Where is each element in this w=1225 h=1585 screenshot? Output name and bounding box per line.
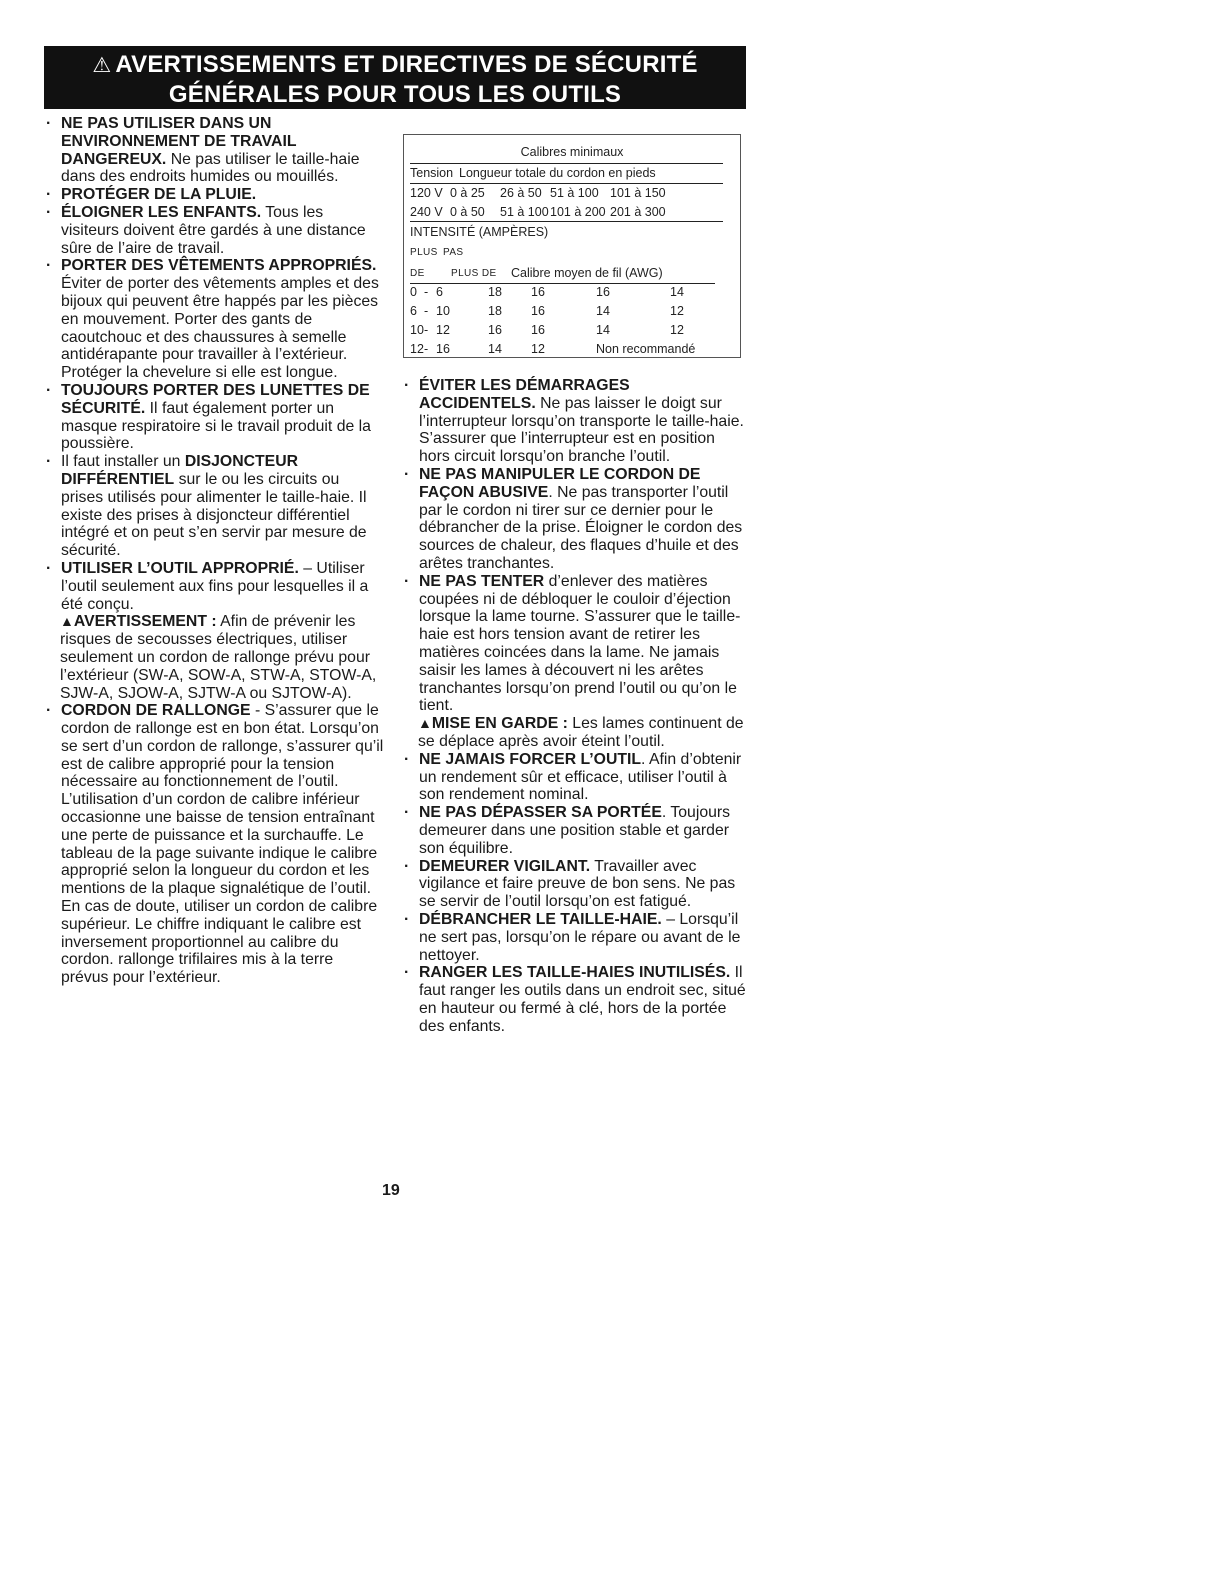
table-rule	[410, 163, 723, 164]
gauge-cell: 16	[531, 285, 545, 299]
item-heading: DISJONCTEUR DIFFÉRENTIEL	[61, 453, 299, 488]
item-text: Il faut ranger les outils dans un endroit sec, situé en hauteur ou fermé à clé, hors de la portée des enfants.	[419, 964, 746, 1035]
item-heading: AVERTISSEMENT :	[73, 613, 217, 631]
bullet-item	[402, 573, 747, 715]
left-column	[44, 115, 384, 987]
de-label: DE	[410, 268, 425, 279]
current-label: INTENSITÉ (AMPÈRES)	[410, 225, 549, 239]
gauge-cell: 12	[410, 342, 424, 356]
gauge-cell: -	[424, 342, 429, 356]
voltage-cell: 240 V	[410, 205, 443, 219]
gauge-cell: 16	[436, 342, 450, 356]
voltage-cell: 0 à 50	[450, 205, 485, 219]
bullet-dot: ·	[404, 910, 410, 928]
bullet-item	[44, 453, 384, 560]
item-text: Ne pas utiliser le taille-haie dans des endroits humides ou mouillés.	[61, 150, 360, 186]
bullet-dot: ·	[404, 964, 410, 982]
gauge-cell: 12	[670, 323, 684, 337]
voltage-cell: 51 à 100	[500, 205, 549, 219]
bullet-item	[44, 702, 384, 987]
item-text: sur le ou les circuits ou prises utilisés pour alimenter le taille-haie. Il existe des prises à disjoncteur différentiel intégré et on peut s’en servir par mesure de sécurité.	[61, 470, 367, 560]
plus-de-label: PLUS DE	[451, 268, 497, 279]
gauge-cell: -	[424, 285, 429, 299]
item-heading: NE JAMAIS FORCER L’OUTIL	[419, 750, 642, 768]
item-heading: MISE EN GARDE :	[431, 715, 568, 733]
bullet-item	[402, 964, 747, 1035]
item-text: d’enlever des matières coupées ni de débloquer le couloir d’éjection lorsque la lame tourne. S’assurer que le taille-haie est hors tension avant de retirer les matières coincées dans la lame. Ne jamais saisir les lames à découvert ni les arêtes tranchantes lorsqu’on prend l’outil ou qu’on le tient.	[419, 572, 741, 715]
bullet-dot: ·	[46, 381, 52, 399]
bullet-item	[44, 560, 384, 613]
gauge-header: Calibre moyen de fil (AWG)	[511, 266, 663, 280]
banner-line-2: GÉNÉRALES POUR TOUS LES OUTILS	[168, 81, 622, 108]
plus-label: PLUS	[410, 247, 438, 258]
voltage-cell: 101 à 150	[610, 186, 666, 200]
gauge-cell: 16	[488, 323, 502, 337]
bullet-dot: ·	[46, 559, 52, 577]
bullet-dot: ·	[46, 453, 52, 471]
gauge-cell: -	[424, 323, 429, 337]
item-heading: DÉBRANCHER LE TAILLE-HAIE.	[419, 910, 662, 928]
gauge-cell: 14	[596, 304, 610, 318]
gauge-cell: 12	[531, 342, 545, 356]
item-heading: UTILISER L’OUTIL APPROPRIÉ.	[61, 559, 299, 577]
item-heading: NE PAS TENTER	[419, 572, 545, 590]
bullet-item	[402, 858, 747, 911]
bullet-dot: ·	[404, 750, 410, 768]
gauge-cell: 16	[531, 323, 545, 337]
item-text: Tous les visiteurs doivent être gardés à une distance sûre de l’aire de travail.	[61, 203, 366, 257]
table-rule	[410, 283, 715, 284]
table-rule	[410, 183, 723, 184]
bullet-dot: ·	[404, 857, 410, 875]
bullet-item	[402, 804, 747, 857]
gauge-cell: 14	[488, 342, 502, 356]
bullet-dot: ·	[46, 115, 52, 132]
table-rule	[410, 221, 723, 222]
header-tension: Tension	[410, 166, 454, 180]
item-text: – Lorsqu’il ne sert pas, lorsqu’on le répare ou avant de le nettoyer.	[419, 910, 741, 964]
header-length: Longueur totale du cordon en pieds	[459, 166, 656, 180]
gauge-cell: 16	[531, 304, 545, 318]
item-heading: CORDON DE RALLONGE	[61, 702, 251, 720]
gauge-cell: -	[424, 304, 429, 318]
right-column	[402, 377, 747, 1035]
bullet-dot: ·	[46, 702, 52, 720]
banner-title-1: AVERTISSEMENTS ET DIRECTIVES DE SÉCURITÉ	[115, 51, 698, 78]
voltage-cell: 201 à 300	[610, 205, 666, 219]
warning-triangle-icon: ⚠	[92, 54, 112, 77]
gauge-cell: 18	[488, 285, 502, 299]
gauge-cell: 14	[670, 285, 684, 299]
item-text: Travailler avec vigilance et faire preuve de bon sens. Ne pas se servir de l’outil lorsqu’on est fatigué.	[419, 857, 736, 911]
bullet-item	[44, 186, 384, 204]
gauge-cell: 12	[436, 323, 450, 337]
bullet-dot: ·	[46, 186, 52, 204]
warning-item	[44, 613, 384, 702]
extension-cord-gauge-table	[403, 134, 741, 358]
warning-banner	[44, 46, 746, 109]
bullet-dot: ·	[46, 203, 52, 221]
item-heading: ÉLOIGNER LES ENFANTS.	[61, 203, 262, 221]
gauge-cell: 12	[670, 304, 684, 318]
bullet-item	[402, 751, 747, 804]
bullet-item	[44, 382, 384, 453]
bullet-dot: ·	[404, 804, 410, 822]
gauge-cell: 6	[410, 304, 417, 318]
item-text: Éviter de porter des vêtements amples et des bijoux qui peuvent être happés par les pièces en mouvement. Porter des gants de caoutchouc et des chaussures à semelle antidérapante pour travailler à l’extérieur. Protéger la chevelure si elle est longue.	[61, 275, 379, 382]
gauge-cell: 0	[410, 285, 417, 299]
item-heading: TOUJOURS PORTER DES LUNETTES DE SÉCURITÉ.	[61, 381, 370, 417]
bullet-item	[44, 115, 384, 186]
item-heading: NE PAS DÉPASSER SA PORTÉE	[419, 804, 662, 822]
item-heading: NE PAS MANIPULER LE CORDON DE FAÇON ABUSIVE	[419, 465, 701, 501]
bullet-item	[402, 377, 747, 466]
item-text: . Ne pas transporter l’outil par le cordon ni tirer sur ce dernier pour le débrancher de la prise. Éloigner le cordon des sources de chaleur, des flaques d’huile et des arêtes tranchantes.	[419, 483, 743, 572]
voltage-cell: 26 à 50	[500, 186, 542, 200]
pas-label: PAS	[443, 247, 464, 258]
voltage-cell: 0 à 25	[450, 186, 485, 200]
voltage-cell: 101 à 200	[550, 205, 606, 219]
bullet-dot: ·	[404, 465, 410, 483]
item-heading: DEMEURER VIGILANT.	[419, 857, 591, 875]
gauge-cell: 14	[596, 323, 610, 337]
banner-line-1	[44, 50, 746, 80]
item-heading: ÉVITER LES DÉMARRAGES ACCIDENTELS.	[419, 377, 630, 412]
item-text: . Afin d’obtenir un rendement sûr et efficace, utiliser l’outil à son rendement nominal.	[419, 750, 742, 804]
item-text: – Utiliser l’outil seulement aux fins pour lesquelles il a été conçu.	[61, 559, 369, 613]
warning-triangle-icon: ▲	[418, 715, 432, 732]
item-heading: RANGER LES TAILLE-HAIES INUTILISÉS.	[419, 964, 731, 982]
item-text: Il faut également porter un masque respiratoire si le travail produit de la poussière.	[61, 399, 371, 453]
voltage-cell: 120 V	[410, 186, 443, 200]
gauge-cell: Non recommandé	[596, 342, 696, 356]
item-heading: PORTER DES VÊTEMENTS APPROPRIÉS.	[61, 257, 377, 275]
bullet-item	[402, 911, 747, 964]
warning-triangle-icon: ▲	[60, 613, 74, 630]
gauge-cell: 6	[436, 285, 443, 299]
table-header-row	[410, 166, 453, 180]
bullet-dot: ·	[46, 257, 52, 275]
item-text: - S’assurer que le cordon de rallonge est en bon état. Lorsqu’on se sert d’un cordon de rallonge, s’assurer qu’il est de calibre approprié pour la tension nécessaire au fonctionnement de l’outil. L’utilisation d’un cordon de calibre inférieur occasionne une baisse de tension entraînant une perte de puissance et la surchauffe. Le tableau de la page suivante indique le calibre approprié selon la longueur du cordon et les mentions de la plaque signalétique de l’outil. En cas de doute, utiliser un cordon de calibre supérieur. Le chiffre indiquant le calibre est inversement proportionnel au calibre du cordon. rallonge trifilaires mis à la terre prévus pour l’extérieur.	[61, 702, 384, 987]
item-text: . Toujours demeurer dans une position stable et garder son équilibre.	[419, 804, 731, 857]
bullet-dot: ·	[404, 572, 410, 590]
gauge-cell: 18	[488, 304, 502, 318]
gauge-cell: 16	[596, 285, 610, 299]
table-title: Calibres minimaux	[520, 145, 624, 159]
item-text: Il faut installer un	[61, 453, 185, 471]
voltage-cell: 51 à 100	[550, 186, 599, 200]
bullet-dot: ·	[404, 377, 410, 394]
warning-item	[402, 715, 747, 751]
gauge-cell: 10	[436, 304, 450, 318]
item-heading: NE PAS UTILISER DANS UN ENVIRONNEMENT DE TRAVAIL DANGEREUX.	[61, 115, 297, 168]
item-text: Les lames continuent de se déplace après avoir éteint l’outil.	[418, 715, 744, 750]
bullet-item	[44, 257, 384, 382]
item-text: Afin de prévenir les risques de secousses électriques, utiliser seulement un cordon de rallonge prévu pour l’extérieur (SW-A, SOW-A, STW-A, STOW-A, SJW-A, SJOW-A, SJTW-A ou SJTOW-A).	[60, 613, 377, 702]
item-heading: PROTÉGER DE LA PLUIE.	[61, 186, 257, 204]
bullet-item	[44, 204, 384, 257]
item-text: Ne pas laisser le doigt sur l’interrupteur lorsqu’on transporte le taille-haie. S’assurer que l’interrupteur est en position hors circuit lorsqu’on branche l’outil.	[419, 394, 744, 466]
bullet-item	[402, 466, 747, 573]
page-number: 19	[382, 1182, 400, 1199]
gauge-cell: 10	[410, 323, 424, 337]
